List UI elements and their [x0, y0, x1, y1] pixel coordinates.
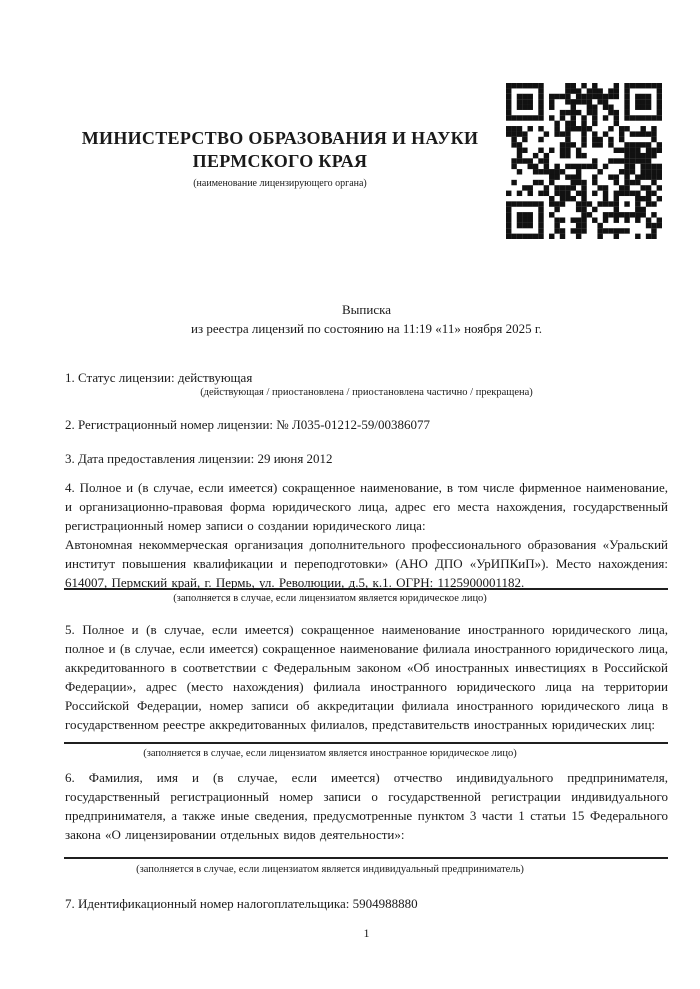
- item-5-fill-caption: (заполняется в случае, если лицензиатом является иностранное юридическое лицо): [143, 748, 517, 759]
- item-6-entrepreneur: 6. Фамилия, имя и (в случае, если имеется) отчество индивидуального предпринимателя, государственный регистрационный номер записи о государственной регистрации индивидуального предпринимателя, а также иные сведения, предусмотренные пунктом 3 части 1 статьи 15 Федерального закона «О лицензировании отдельных видов деятельности»:: [65, 770, 668, 842]
- document-title-line1: Выписка: [342, 302, 391, 317]
- item-4-value: Автономная некоммерческая организация дополнительного профессионального образования «Уральский институт повышения квалификации и переподготовки» (АНО ДПО «УрИПКиП»). Место нахождения: 614007, Пермский край, г. Пермь, ул. Революции, д.5, к.1. ОГРН: 1125900001182.: [65, 537, 668, 590]
- item-5-foreign-entity: 5. Полное и (в случае, если имеется) сокращенное наименование иностранного юридического лица, полное и (в случае, если имеется) сокращенное наименование филиала иностранного юридического лица, аккредитованного в соответствии с Федеральным законом «Об иностранных инвестициях в Российской Федерации», адрес (место нахождения) филиала иностранного юридического лица на территории Российской Федерации, номер записи об аккредитации филиала иностранного юридического лица в государственном реестре аккредитованных филиалов, представительств иностранных юридических лиц:: [65, 622, 668, 732]
- ministry-name-line2: ПЕРМСКОГО КРАЯ: [192, 151, 368, 171]
- qr-code-image: [506, 83, 662, 239]
- item-4-label: 4. Полное и (в случае, если имеется) сокращенное наименование, в том числе фирменное наименование, и организационно-правовая форма юридического лица, адрес его места нахождения, государственный регистрационный номер записи о создании юридического лица:: [65, 480, 668, 533]
- qr-code: [506, 83, 662, 239]
- ministry-name-line1: МИНИСТЕРСТВО ОБРАЗОВАНИЯ И НАУКИ: [81, 128, 479, 148]
- document-title-line2: из реестра лицензий по состоянию на 11:19 «11» ноября 2025 г.: [191, 321, 542, 336]
- ministry-header: [58, 127, 502, 190]
- document-title: [65, 300, 668, 338]
- page-number: 1: [363, 926, 370, 940]
- item-4-underline: [64, 588, 668, 590]
- item-7-taxpayer-number: 7. Идентификационный номер налогоплательщика: 5904988880: [65, 896, 418, 911]
- item-6-underline: [64, 857, 668, 859]
- item-4-legal-entity: [65, 478, 668, 592]
- licensing-authority-caption: (наименование лицензирующего органа): [193, 178, 367, 189]
- item-1-license-status: 1. Статус лицензии: действующая: [65, 370, 253, 385]
- item-1-status-options-caption: (действующая / приостановлена / приостановлена частично / прекращена): [200, 387, 533, 398]
- item-5-underline: [64, 742, 668, 744]
- item-6-fill-caption: (заполняется в случае, если лицензиатом является индивидуальный предприниматель): [136, 864, 524, 875]
- item-4-fill-caption: (заполняется в случае, если лицензиатом является юридическое лицо): [173, 593, 487, 604]
- item-3-license-date: 3. Дата предоставления лицензии: 29 июня 2012: [65, 451, 333, 466]
- item-2-registration-number: 2. Регистрационный номер лицензии: № Л035-01212-59/00386077: [65, 417, 431, 432]
